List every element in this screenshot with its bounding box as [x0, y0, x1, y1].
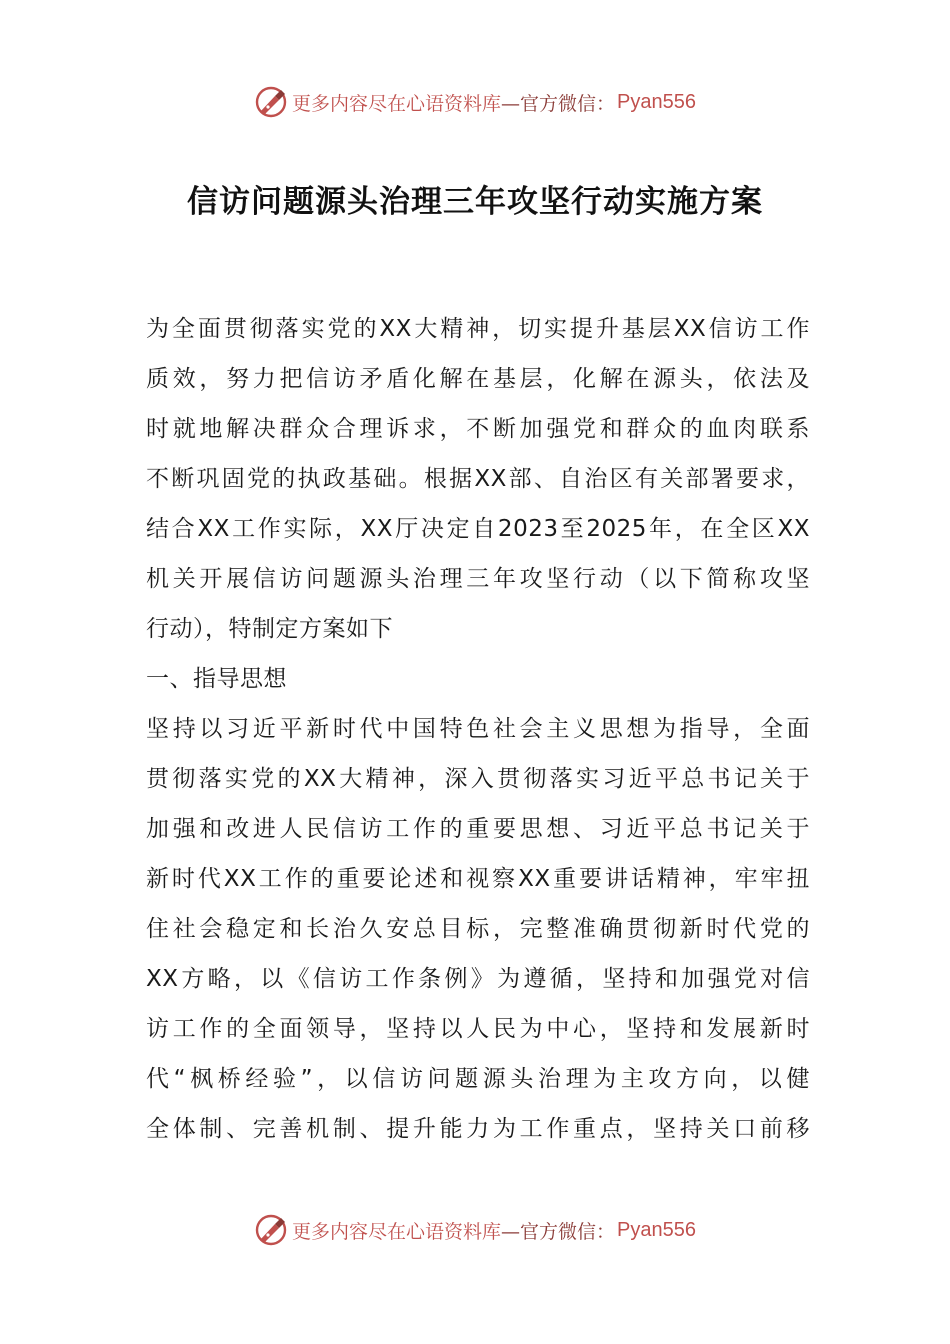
banner-wechat-id: Pyan556 — [617, 90, 696, 113]
section-heading: 一、指导思想 — [146, 666, 287, 692]
body-line: 机关开展信访问题源头治理三年攻坚行动（以下简称攻坚 — [146, 566, 810, 592]
body-line: 为全面贯彻落实党的XX大精神，切实提升基层XX信访工作 — [146, 316, 810, 342]
body-line: 加强和改进人民信访工作的重要思想、习近平总书记关于 — [146, 816, 810, 842]
body-line: 新时代XX工作的重要论述和视察XX重要讲话精神，牢牢扭 — [146, 866, 810, 892]
body-line: XX方略，以《信访工作条例》为遵循，坚持和加强党对信 — [146, 966, 810, 992]
document-body — [146, 304, 810, 1154]
body-line: 质效，努力把信访矛盾化解在基层，化解在源头，依法及 — [146, 366, 810, 392]
body-line: 时就地解决群众合理诉求，不断加强党和群众的血肉联系 — [146, 416, 810, 442]
banner-main-text: 更多内容尽在心语资料库 — [292, 92, 502, 115]
header-banner — [0, 82, 950, 122]
body-line: 住社会稳定和长治久安总目标，完整准确贯彻新时代党的 — [146, 916, 810, 942]
body-line: 全体制、完善机制、提升能力为工作重点，坚持关口前移 — [146, 1116, 810, 1142]
banner-wechat-id: Pyan556 — [617, 1218, 696, 1241]
pen-nib-logo-icon — [254, 1213, 288, 1247]
banner-main-text: 更多内容尽在心语资料库 — [292, 1220, 502, 1243]
body-line: 行动），特制定方案如下 — [146, 616, 393, 642]
body-line: 不断巩固党的执政基础。根据XX部、自治区有关部署要求， — [146, 466, 810, 492]
banner-wechat-label: —官方微信： — [501, 92, 616, 115]
document-title: 信访问题源头治理三年攻坚行动实施方案 — [187, 184, 763, 220]
banner-wechat-label: —官方微信： — [501, 1220, 616, 1243]
pen-nib-logo-icon — [254, 85, 288, 119]
body-line: 代“枫桥经验”，以信访问题源头治理为主攻方向，以健 — [146, 1066, 810, 1092]
footer-banner — [0, 1210, 950, 1250]
body-line: 访工作的全面领导，坚持以人民为中心，坚持和发展新时 — [146, 1016, 810, 1042]
body-line: 贯彻落实党的XX大精神，深入贯彻落实习近平总书记关于 — [146, 766, 810, 792]
body-line: 坚持以习近平新时代中国特色社会主义思想为指导，全面 — [146, 716, 810, 742]
body-line: 结合XX工作实际，XX厅决定自2023至2025年，在全区XX — [146, 516, 810, 542]
